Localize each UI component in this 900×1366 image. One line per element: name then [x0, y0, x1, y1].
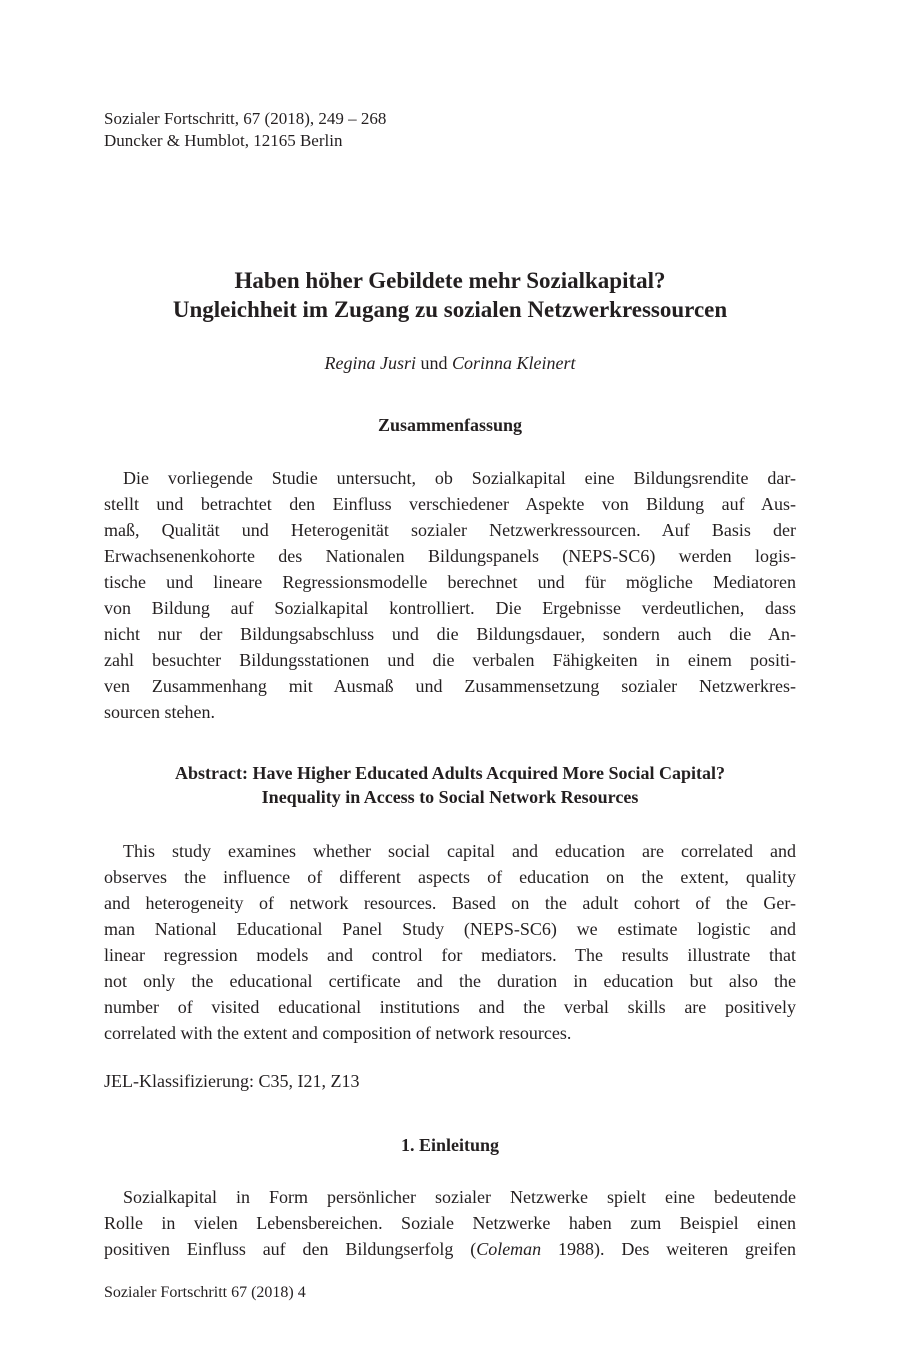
paragraph-line: zahl besuchter Bildungsstationen und die verbalen Fähigkeiten in einem positi- [104, 650, 796, 670]
author-connector: und [420, 353, 448, 373]
paper-title [0, 266, 900, 324]
journal-citation: Sozialer Fortschritt, 67 (2018), 249 – 268 [104, 109, 387, 128]
paragraph-line: nicht nur der Bildungsabschluss und die Bildungsdauer, sondern auch die An- [104, 624, 796, 644]
jel-classification: JEL-Klassifizierung: C35, I21, Z13 [104, 1071, 360, 1091]
author-2: Corinna Kleinert [451, 353, 576, 373]
paragraph-line: linear regression models and control for mediators. The results illustrate that [104, 945, 796, 965]
citation-author: Coleman [476, 1239, 542, 1259]
paragraph-line: ven Zusammenhang mit Ausmaß und Zusammensetzung sozialer Netzwerkres- [104, 676, 796, 696]
abstract-heading-line-2: Inequality in Access to Social Network Resources [261, 787, 639, 807]
paragraph-line: observes the influence of different aspects of education on the extent, quality [104, 867, 796, 887]
page-footer: Sozialer Fortschritt 67 (2018) 4 [104, 1284, 306, 1301]
paragraph-line: maß, Qualität und Heterogenität sozialer Netzwerkressourcen. Auf Basis der [104, 520, 796, 540]
title-line-2: Ungleichheit im Zugang zu sozialen Netzwerkressourcen [172, 297, 728, 322]
paragraph-line: man National Educational Panel Study (NEPS-SC6) we estimate logistic and [104, 919, 796, 939]
line-text: 1988). Des weiteren greifen [541, 1239, 796, 1259]
author-line [0, 352, 900, 374]
introduction-paragraph [104, 1184, 796, 1262]
paragraph-line: sourcen stehen. [104, 702, 215, 722]
paragraph-line: tische und lineare Regressionsmodelle berechnet und für mögliche Mediatoren [104, 572, 796, 592]
paragraph-line: von Bildung auf Sozialkapital kontrolliert. Die Ergebnisse verdeutlichen, dass [104, 598, 796, 618]
paragraph-line: Die vorliegende Studie untersucht, ob Sozialkapital eine Bildungsrendite dar- [123, 468, 796, 488]
author-1: Regina Jusri [324, 353, 416, 373]
paragraph-line: stellt und betrachtet den Einfluss verschiedener Aspekte von Bildung auf Aus- [104, 494, 796, 514]
line-text: positiven Einfluss auf den Bildungserfolg ( [104, 1239, 477, 1259]
paragraph-line: Erwachsenenkohorte des Nationalen Bildungspanels (NEPS-SC6) werden logis- [104, 546, 796, 566]
paragraph-line: not only the educational certificate and the duration in education but also the [104, 971, 796, 991]
paragraph-line: and heterogeneity of network resources. Based on the adult cohort of the Ger- [104, 893, 796, 913]
journal-header [104, 108, 386, 152]
section-1-heading-text: 1. Einleitung [400, 1135, 500, 1155]
title-line-1: Haben höher Gebildete mehr Sozialkapital? [234, 268, 666, 293]
section-1-heading [0, 1133, 900, 1157]
paragraph-line: Rolle in vielen Lebensbereichen. Soziale Netzwerke haben zum Beispiel einen [104, 1213, 796, 1233]
zusammenfassung-paragraph [104, 465, 796, 725]
abstract-paragraph [104, 838, 796, 1046]
paragraph-line: Sozialkapital in Form persönlicher sozialer Netzwerke spielt eine bedeutende [123, 1187, 796, 1207]
paragraph-line: number of visited educational institutions and the verbal skills are positively [104, 997, 796, 1017]
publisher-line: Duncker & Humblot, 12165 Berlin [104, 131, 343, 150]
zusammenfassung-heading-text: Zusammenfassung [377, 415, 523, 435]
paragraph-line [104, 1236, 796, 1262]
paragraph-line: correlated with the extent and composition of network resources. [104, 1023, 572, 1043]
abstract-heading-line-1: Abstract: Have Higher Educated Adults Acquired More Social Capital? [174, 763, 725, 783]
paragraph-line: This study examines whether social capital and education are correlated and [123, 841, 796, 861]
abstract-heading [0, 761, 900, 809]
zusammenfassung-heading [0, 413, 900, 437]
